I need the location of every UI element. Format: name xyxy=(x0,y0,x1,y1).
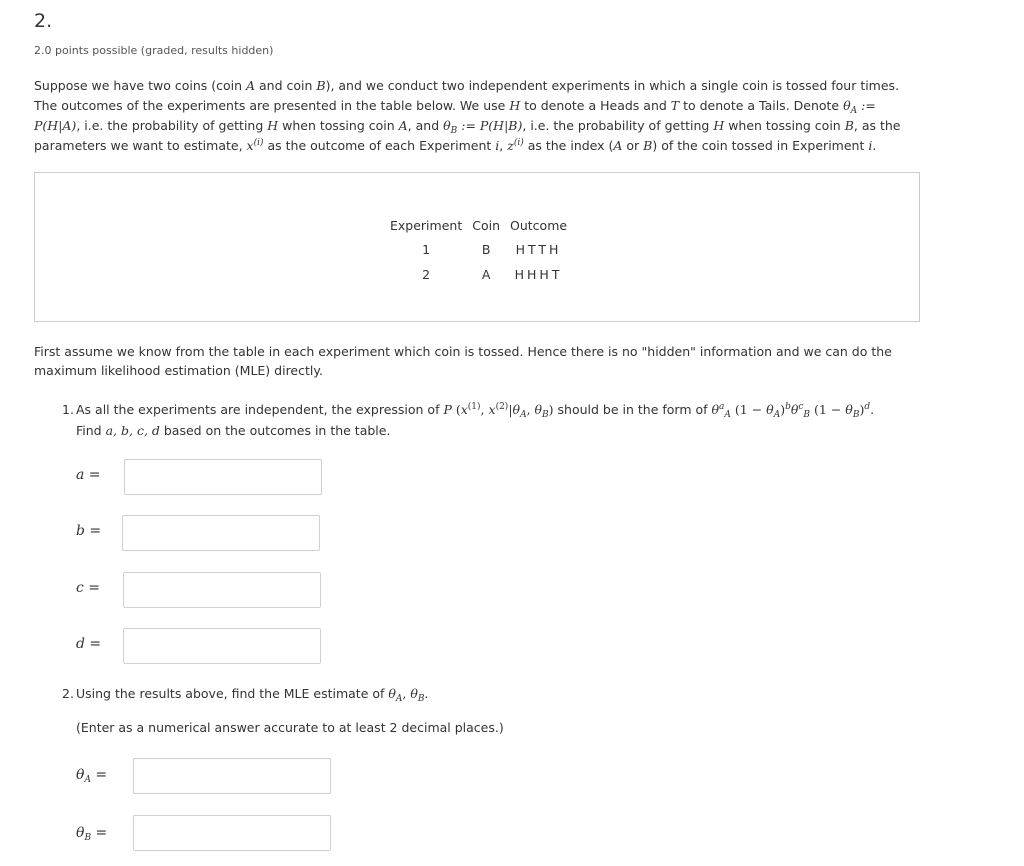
table-row xyxy=(385,237,572,262)
theta-a-input[interactable] xyxy=(133,758,331,794)
question-2: 2. Using the results above, find the MLE estimate of $\theta_A$, $\theta_B$. xyxy=(76,683,926,704)
b-label: b = xyxy=(76,523,102,539)
a-label: a = xyxy=(76,467,101,483)
table-header-row xyxy=(385,213,572,237)
cell-experiment: 1 xyxy=(422,242,431,257)
b-input[interactable] xyxy=(122,515,320,551)
cell-experiment: 2 xyxy=(422,267,431,282)
c-label: c = xyxy=(76,580,101,596)
theta-b-input[interactable] xyxy=(133,815,331,851)
question-2-note: (Enter as a numerical answer accurate to at least 2 decimal places.) xyxy=(76,720,504,735)
header-experiment: Experiment xyxy=(390,217,463,233)
question-1-number: 1. xyxy=(62,402,74,417)
table-row xyxy=(385,262,572,287)
header-coin: Coin xyxy=(472,217,501,233)
c-input[interactable] xyxy=(123,572,321,608)
cell-coin: B xyxy=(481,242,491,257)
points-info: 2.0 points possible (graded, results hidden) xyxy=(34,44,274,57)
experiment-table-box xyxy=(34,172,920,322)
d-label: d = xyxy=(76,636,102,652)
d-input[interactable] xyxy=(123,628,321,664)
cell-coin: A xyxy=(481,267,491,282)
theta-b-label: $\theta_B$ = xyxy=(76,825,108,843)
assumption-paragraph: First assume we know from the table in each experiment which coin is tossed. Hence there is no "hidden" information and we can do the maximum likelihood estimation (MLE) directly. xyxy=(34,344,892,378)
theta-a-label: $\theta_A$ = xyxy=(76,767,108,785)
question-1-line-1: As all the experiments are independent, the expression of P ($x^{(1)}$, $x^{(2)}|\theta_A$, $\theta_B$) should be in the form of $\theta^a_A$ $(1 - \theta_A)^b\theta^c_B$ $(1 - \theta_B)^d$. xyxy=(76,402,875,420)
cell-outcome: HHHT xyxy=(514,267,563,282)
experiment-table xyxy=(385,213,572,287)
question-1-line-2: Find a, b, c, d based on the outcomes in the table. xyxy=(76,423,391,438)
a-input[interactable] xyxy=(124,459,322,495)
cell-outcome: HTTH xyxy=(515,242,562,257)
problem-number: 2. xyxy=(34,10,53,32)
intro-paragraph: Suppose we have two coins (coin A and coin B), and we conduct two independent experiments in which a single coin is tossed four times. The outcomes of the experiments are presented in the table below. We use H to denote a Heads and T to denote a Tails. Denote $\theta_A$ := P(H|A), i.e. the probability of getting H when tossing coin A, and $\theta_B$ := P(H|B), i.e. the probability of getting H when tossing coin B, as the parameters we want to estimate, $x^{(i)}$ as the outcome of each Experiment i, $z^{(i)}$ as the index (A or B) of the coin tossed in Experiment i. xyxy=(34,78,901,153)
header-outcome: Outcome xyxy=(510,217,568,233)
question-2-number: 2. xyxy=(62,686,74,701)
question-1 xyxy=(62,399,926,441)
